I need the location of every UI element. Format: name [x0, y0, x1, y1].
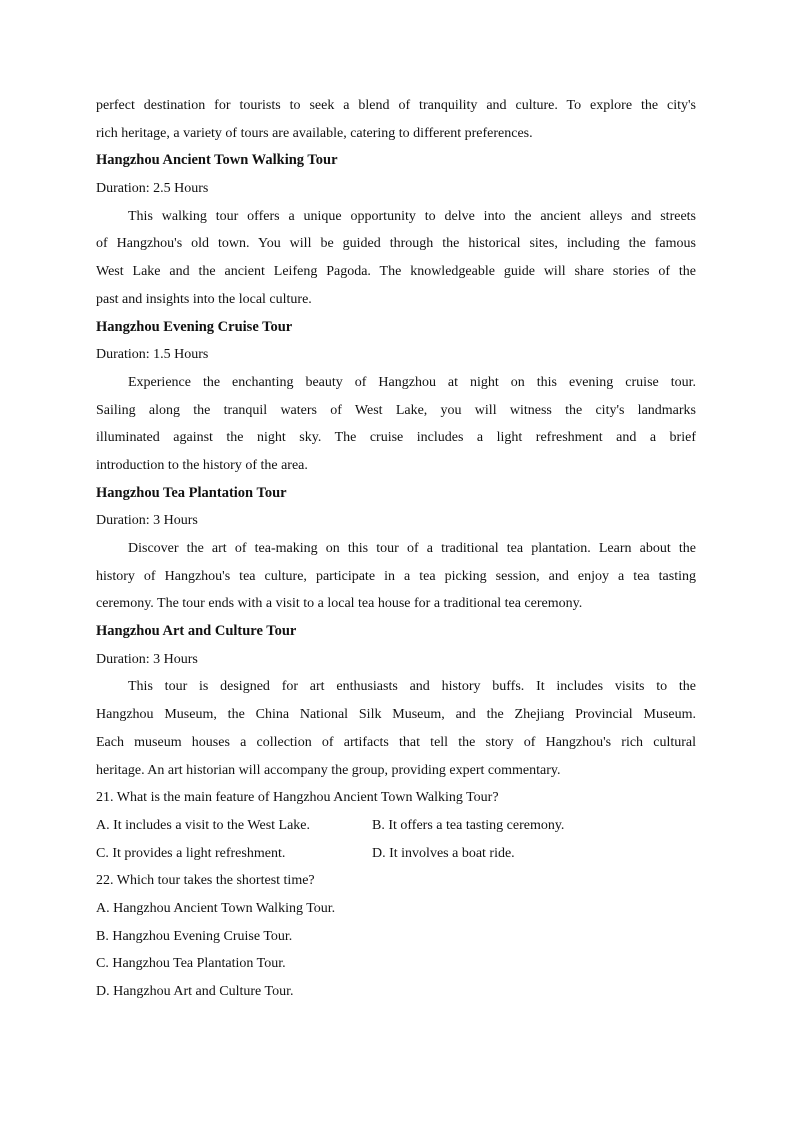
tour-duration: Duration: 1.5 Hours	[96, 347, 209, 363]
tour-description-line: This tour is designed for art enthusiasts and history buffs. It includes visits to the	[128, 679, 696, 695]
tour-section-cruise	[96, 314, 696, 480]
tour-section-walking	[96, 147, 696, 313]
tour-description-line: This walking tour offers a unique opportunity to delve into the ancient alleys and streets	[128, 208, 696, 224]
option-d: D. It involves a boat ride.	[372, 845, 515, 861]
option-row	[96, 812, 696, 840]
tour-description-line: Hangzhou Museum, the China National Silk Museum, and the Zhejiang Provincial Museum.	[96, 707, 696, 723]
option-b: B. Hangzhou Evening Cruise Tour.	[96, 928, 293, 944]
tour-title: Hangzhou Ancient Town Walking Tour	[96, 152, 338, 169]
document-page	[96, 92, 696, 1006]
option-c: C. It provides a light refreshment.	[96, 845, 286, 861]
tour-duration: Duration: 2.5 Hours	[96, 181, 209, 197]
option-a: A. Hangzhou Ancient Town Walking Tour.	[96, 900, 336, 916]
tour-description-line: heritage. An art historian will accompany the group, providing expert commentary.	[96, 762, 561, 778]
tour-title: Hangzhou Tea Plantation Tour	[96, 484, 287, 501]
tour-section-tea	[96, 480, 696, 618]
option-d: D. Hangzhou Art and Culture Tour.	[96, 984, 294, 999]
tour-description-line: Experience the enchanting beauty of Hangzhou at night on this evening cruise tour.	[128, 374, 696, 390]
question-stem: 21. What is the main feature of Hangzhou Ancient Town Walking Tour?	[96, 790, 499, 806]
tour-section-art	[96, 618, 696, 784]
tour-title: Hangzhou Art and Culture Tour	[96, 623, 297, 640]
option-a: A. It includes a visit to the West Lake.	[96, 817, 311, 833]
tour-description-line: illuminated against the night sky. The cruise includes a light refreshment and a brief	[96, 430, 696, 446]
tour-description-line: West Lake and the ancient Leifeng Pagoda. The knowledgeable guide will share stories of the	[96, 264, 696, 280]
tour-description-line: of Hangzhou's old town. You will be guided through the historical sites, including the famous	[96, 236, 696, 252]
tour-description-line: introduction to the history of the area.	[96, 457, 308, 473]
tour-description-line: Discover the art of tea-making on this tour of a traditional tea plantation. Learn about the	[128, 541, 696, 556]
intro-line: perfect destination for tourists to seek a blend of tranquility and culture. To explore the city's	[96, 98, 696, 113]
option-c: C. Hangzhou Tea Plantation Tour.	[96, 956, 286, 972]
question-22	[96, 867, 696, 1005]
question-stem: 22. Which tour takes the shortest time?	[96, 873, 315, 889]
question-21	[96, 784, 696, 867]
tour-description-line: Each museum houses a collection of artifacts that tell the story of Hangzhou's rich cultural	[96, 734, 696, 750]
tour-description-line: Sailing along the tranquil waters of West Lake, you will witness the city's landmarks	[96, 402, 696, 418]
tour-duration: Duration: 3 Hours	[96, 513, 198, 529]
intro-line: rich heritage, a variety of tours are available, catering to different preferences.	[96, 125, 533, 141]
option-row	[96, 840, 696, 868]
tour-description-line: ceremony. The tour ends with a visit to a local tea house for a traditional tea ceremony.	[96, 596, 583, 612]
tour-description-line: past and insights into the local culture.	[96, 291, 312, 307]
tour-duration: Duration: 3 Hours	[96, 651, 198, 667]
option-b: B. It offers a tea tasting ceremony.	[372, 817, 565, 833]
tour-description-line: history of Hangzhou's tea culture, participate in a tea picking session, and enjoy a tea tasting	[96, 568, 696, 584]
intro-paragraph	[96, 92, 696, 147]
tour-title: Hangzhou Evening Cruise Tour	[96, 318, 293, 335]
